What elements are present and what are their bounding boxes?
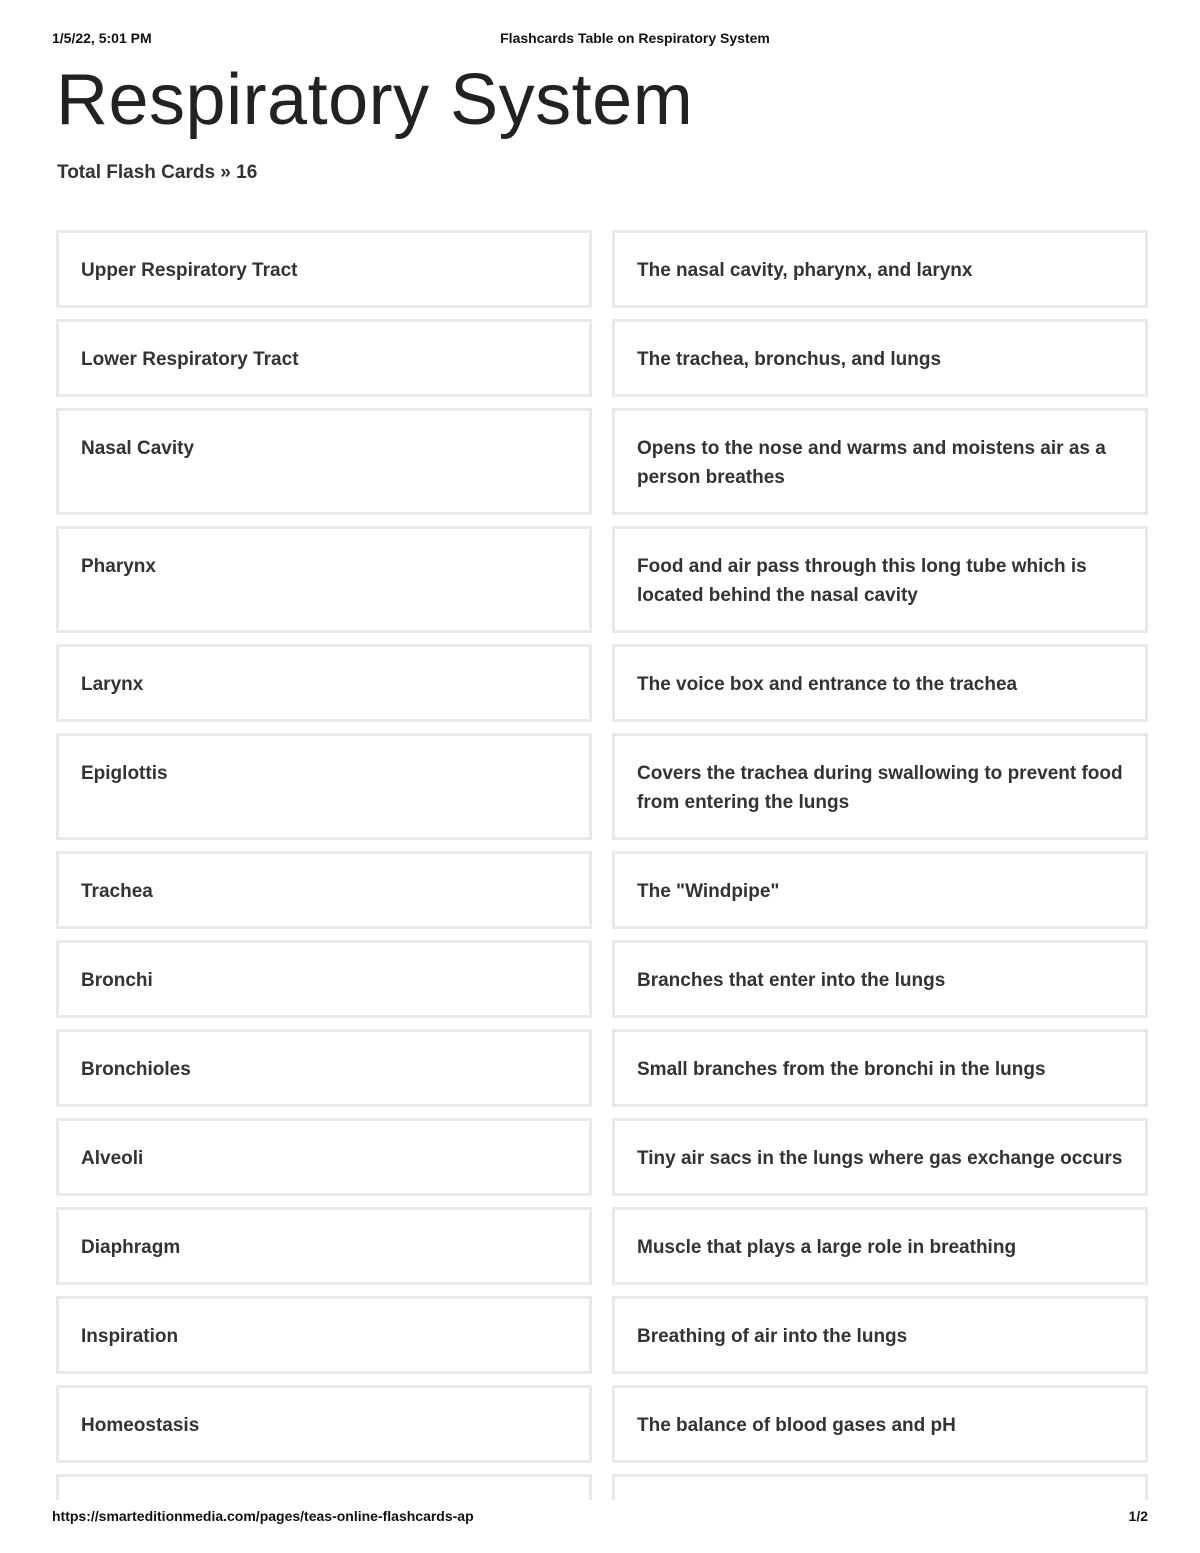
flashcard-row [56, 851, 1148, 929]
flashcard-row [56, 1207, 1148, 1285]
flashcard-definition: Food and air pass through this long tube which is located behind the nasal cavity [612, 526, 1148, 633]
print-date: 1/5/22, 5:01 PM [52, 30, 152, 46]
page-number: 1/2 [1128, 1508, 1148, 1524]
flashcard-row [56, 1029, 1148, 1107]
flashcard-row [56, 733, 1148, 840]
flashcard-term: Lower Respiratory Tract [56, 319, 592, 397]
flashcard-definition: Opens to the nose and warms and moistens air as a person breathes [612, 408, 1148, 515]
flashcard-term: Diaphragm [56, 1207, 592, 1285]
flashcard-definition: Covers the trachea during swallowing to prevent food from entering the lungs [612, 733, 1148, 840]
page-url: https://smarteditionmedia.com/pages/teas-online-flashcards-ap [52, 1508, 474, 1524]
flashcard-term: Trachea [56, 851, 592, 929]
flashcard-definition: Branches that enter into the lungs [612, 940, 1148, 1018]
flashcard-term: Bronchioles [56, 1029, 592, 1107]
total-flash-cards: Total Flash Cards » 16 [57, 162, 258, 183]
flashcard-row [56, 526, 1148, 633]
flashcard-definition: The "Windpipe" [612, 851, 1148, 929]
flashcard-row [56, 940, 1148, 1018]
flashcards-table [56, 230, 1148, 1500]
flashcard-term: Nasal Cavity [56, 408, 592, 515]
flashcard-definition [612, 1474, 1148, 1500]
flashcard-row [56, 1474, 1148, 1500]
flashcard-term: Epiglottis [56, 733, 592, 840]
flashcard-row [56, 408, 1148, 515]
flashcard-term: Upper Respiratory Tract [56, 230, 592, 308]
flashcard-term: Larynx [56, 644, 592, 722]
flashcard-definition: The trachea, bronchus, and lungs [612, 319, 1148, 397]
page-title: Respiratory System [56, 60, 694, 140]
flashcard-term: Homeostasis [56, 1385, 592, 1463]
flashcard-definition: The voice box and entrance to the trachea [612, 644, 1148, 722]
print-footer [52, 1508, 1148, 1526]
flashcard-definition: Muscle that plays a large role in breathing [612, 1207, 1148, 1285]
print-document-title: Flashcards Table on Respiratory System [500, 30, 770, 46]
flashcard-definition: The nasal cavity, pharynx, and larynx [612, 230, 1148, 308]
flashcard-row [56, 230, 1148, 308]
flashcard-definition: Breathing of air into the lungs [612, 1296, 1148, 1374]
flashcard-term: Inspiration [56, 1296, 592, 1374]
flashcard-definition: Small branches from the bronchi in the lungs [612, 1029, 1148, 1107]
flashcard-definition: The balance of blood gases and pH [612, 1385, 1148, 1463]
flashcard-term: Pharynx [56, 526, 592, 633]
flashcard-row [56, 1296, 1148, 1374]
flashcard-row [56, 319, 1148, 397]
flashcard-row [56, 644, 1148, 722]
flashcard-term: Bronchi [56, 940, 592, 1018]
flashcard-term [56, 1474, 592, 1500]
flashcard-row [56, 1385, 1148, 1463]
flashcard-term: Alveoli [56, 1118, 592, 1196]
print-header [52, 30, 1148, 48]
flashcard-row [56, 1118, 1148, 1196]
flashcard-definition: Tiny air sacs in the lungs where gas exchange occurs [612, 1118, 1148, 1196]
